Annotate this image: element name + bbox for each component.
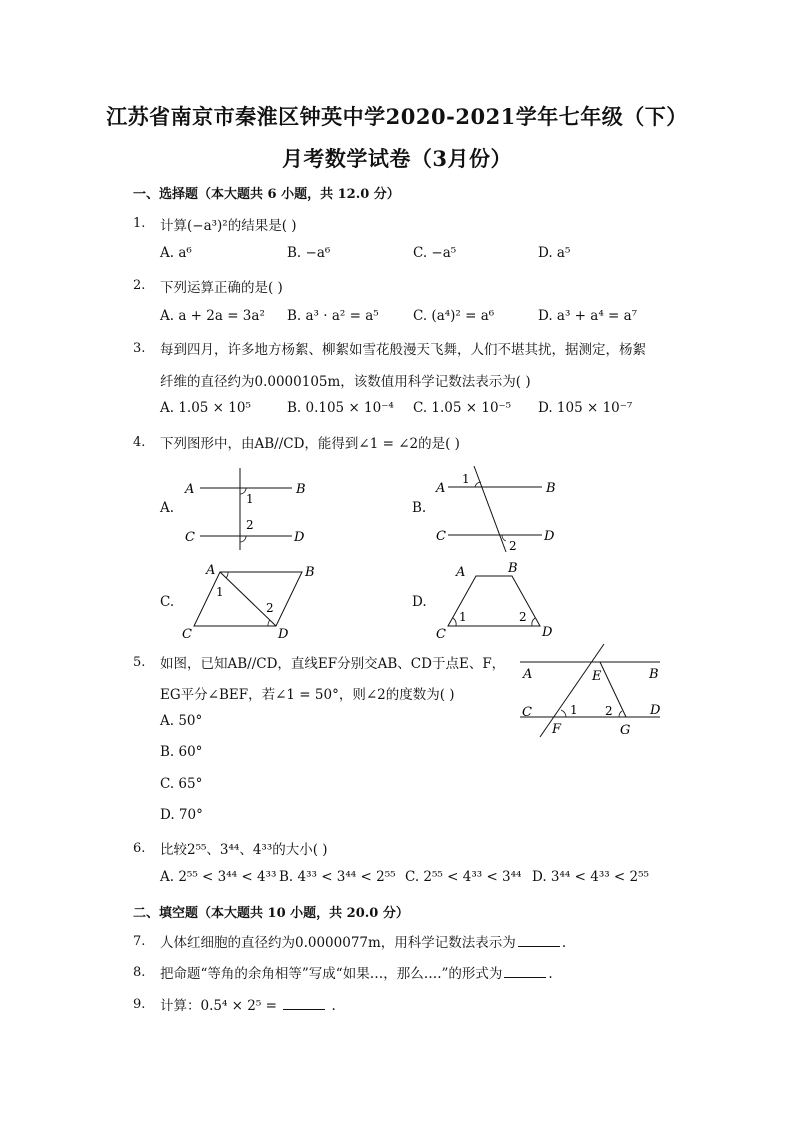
q4d-label-c: C bbox=[436, 627, 446, 642]
exam-title-line1: 江苏省南京市秦淮区钟英中学2020-2021学年七年级（下） bbox=[106, 104, 688, 129]
q4b-label-d: D bbox=[544, 529, 555, 544]
q4-figure-d bbox=[432, 560, 572, 646]
q5-label-d: D bbox=[650, 703, 661, 718]
q2-number: 2. bbox=[133, 278, 146, 293]
q4c-label-1: 1 bbox=[216, 585, 224, 599]
q7-text-before: 人体红细胞的直径约为0.0000077m，用科学记数法表示为 bbox=[160, 935, 516, 951]
q4c-label-d: D bbox=[278, 627, 289, 642]
exam-title-line2: 月考数学试卷（3月份） bbox=[281, 146, 513, 171]
q3-line2: 纤维的直径约为0.0000105m，该数值用科学记数法表示为( ) bbox=[160, 374, 531, 390]
q4c-label-b: B bbox=[305, 565, 315, 580]
q4d-label-d: D bbox=[542, 625, 553, 640]
q1-option-b: B. −a⁶ bbox=[287, 245, 331, 261]
q5-label-e: E bbox=[592, 669, 602, 684]
q5-line1: 如图，已知AB//CD，直线EF分别交AB、CD于点E、F， bbox=[160, 656, 506, 672]
q4d-label-2: 2 bbox=[519, 610, 527, 624]
q4-figure-b bbox=[432, 462, 562, 558]
q3-option-a: A. 1.05 × 10⁵ bbox=[160, 400, 251, 416]
q3-line1: 每到四月，许多地方杨絮、柳絮如雪花般漫天飞舞，人们不堪其扰，据测定，杨絮 bbox=[160, 342, 646, 358]
q9-number: 9. bbox=[133, 997, 146, 1012]
q4d-label-a: A bbox=[456, 565, 466, 580]
q7-text bbox=[160, 931, 566, 951]
q1-option-c: C. −a⁵ bbox=[413, 245, 457, 261]
q7-text-after: . bbox=[561, 935, 567, 951]
q4-option-d-label: D. bbox=[412, 594, 427, 610]
q4d-label-1: 1 bbox=[459, 610, 467, 624]
q4-number: 4. bbox=[133, 435, 146, 450]
q4b-label-1: 1 bbox=[462, 472, 470, 486]
q4b-label-b: B bbox=[546, 481, 556, 496]
q4a-label-2: 2 bbox=[246, 518, 254, 532]
q5-line2: EG平分∠BEF，若∠1 = 50°，则∠2的度数为( ) bbox=[160, 687, 455, 703]
q4-figure-a bbox=[180, 466, 310, 556]
q8-text-before: 把命题“等角的余角相等”写成“如果…，那么….”的形式为 bbox=[160, 966, 503, 982]
q4-option-a-label: A. bbox=[160, 500, 175, 516]
q5-option-b: B. 60° bbox=[160, 744, 203, 760]
q6-text: 比较2⁵⁵、3⁴⁴、4³³的大小( ) bbox=[160, 842, 328, 858]
q7-answer-blank[interactable] bbox=[518, 934, 560, 947]
q8-text bbox=[160, 962, 553, 982]
q7-number: 7. bbox=[133, 934, 146, 949]
q1-text: 计算(−a³)²的结果是( ) bbox=[160, 218, 297, 234]
q8-text-after: . bbox=[548, 966, 553, 982]
q5-option-d: D. 70° bbox=[160, 807, 203, 823]
q5-label-1: 1 bbox=[570, 703, 578, 717]
q5-label-b: B bbox=[649, 667, 659, 682]
section2-header: 二、填空题（本大题共 10 小题，共 20.0 分） bbox=[133, 906, 409, 921]
q5-number: 5. bbox=[133, 655, 146, 670]
q1-number: 1. bbox=[133, 216, 146, 231]
q3-option-d: D. 105 × 10⁻⁷ bbox=[538, 400, 633, 416]
q6-option-a: A. 2⁵⁵ < 3⁴⁴ < 4³³ bbox=[160, 869, 277, 885]
q6-number: 6. bbox=[133, 841, 146, 856]
q6-option-b: B. 4³³ < 3⁴⁴ < 2⁵⁵ bbox=[279, 869, 396, 885]
q6-option-d: D. 3⁴⁴ < 4³³ < 2⁵⁵ bbox=[532, 869, 649, 885]
q4-option-c-label: C. bbox=[160, 594, 175, 610]
q4-text: 下列图形中，由AB//CD，能得到∠1 = ∠2的是( ) bbox=[160, 436, 460, 452]
q4b-label-2: 2 bbox=[509, 539, 517, 553]
q4a-label-d: D bbox=[294, 530, 305, 545]
q2-option-a: A. a + 2a = 3a² bbox=[160, 308, 265, 324]
q5-option-c: C. 65° bbox=[160, 776, 203, 792]
q4a-label-b: B bbox=[296, 482, 306, 497]
q5-label-f: F bbox=[552, 722, 562, 737]
q5-figure bbox=[516, 640, 666, 744]
q4c-label-c: C bbox=[182, 627, 192, 642]
section1-header: 一、选择题（本大题共 6 小题，共 12.0 分） bbox=[133, 187, 400, 202]
q4d-label-b: B bbox=[508, 561, 518, 576]
q9-text-before: 计算：0.5⁴ × 2⁵ = bbox=[160, 998, 282, 1014]
q4b-label-a: A bbox=[436, 481, 446, 496]
q4b-label-c: C bbox=[436, 529, 446, 544]
q4-figure-c bbox=[178, 560, 328, 646]
q5-label-2: 2 bbox=[605, 704, 613, 718]
q5-option-a: A. 50° bbox=[160, 713, 203, 729]
q1-option-a: A. a⁶ bbox=[160, 245, 192, 261]
q9-text bbox=[160, 994, 336, 1014]
q4a-label-c: C bbox=[185, 530, 195, 545]
q4a-label-a: A bbox=[185, 482, 195, 497]
q9-answer-blank[interactable] bbox=[283, 997, 325, 1010]
q2-option-b: B. a³ · a² = a⁵ bbox=[287, 308, 379, 324]
q4c-label-2: 2 bbox=[266, 601, 274, 615]
q2-option-d: D. a³ + a⁴ = a⁷ bbox=[538, 308, 638, 324]
q4a-label-1: 1 bbox=[246, 492, 254, 506]
q5-label-g: G bbox=[620, 723, 631, 738]
q5-label-c: C bbox=[522, 705, 532, 720]
q2-option-c: C. (a⁴)² = a⁶ bbox=[413, 308, 495, 324]
q3-option-c: C. 1.05 × 10⁻⁵ bbox=[413, 400, 512, 416]
q3-number: 3. bbox=[133, 341, 146, 356]
q3-option-b: B. 0.105 × 10⁻⁴ bbox=[287, 400, 394, 416]
q4c-label-a: A bbox=[206, 563, 216, 578]
q8-number: 8. bbox=[133, 965, 146, 980]
q6-option-c: C. 2⁵⁵ < 4³³ < 3⁴⁴ bbox=[405, 869, 522, 885]
q1-option-d: D. a⁵ bbox=[538, 245, 571, 261]
q2-text: 下列运算正确的是( ) bbox=[160, 280, 283, 296]
q5-label-a: A bbox=[523, 667, 533, 682]
q8-answer-blank[interactable] bbox=[504, 965, 546, 978]
q9-text-after: . bbox=[327, 998, 336, 1014]
q4-option-b-label: B. bbox=[412, 500, 427, 516]
